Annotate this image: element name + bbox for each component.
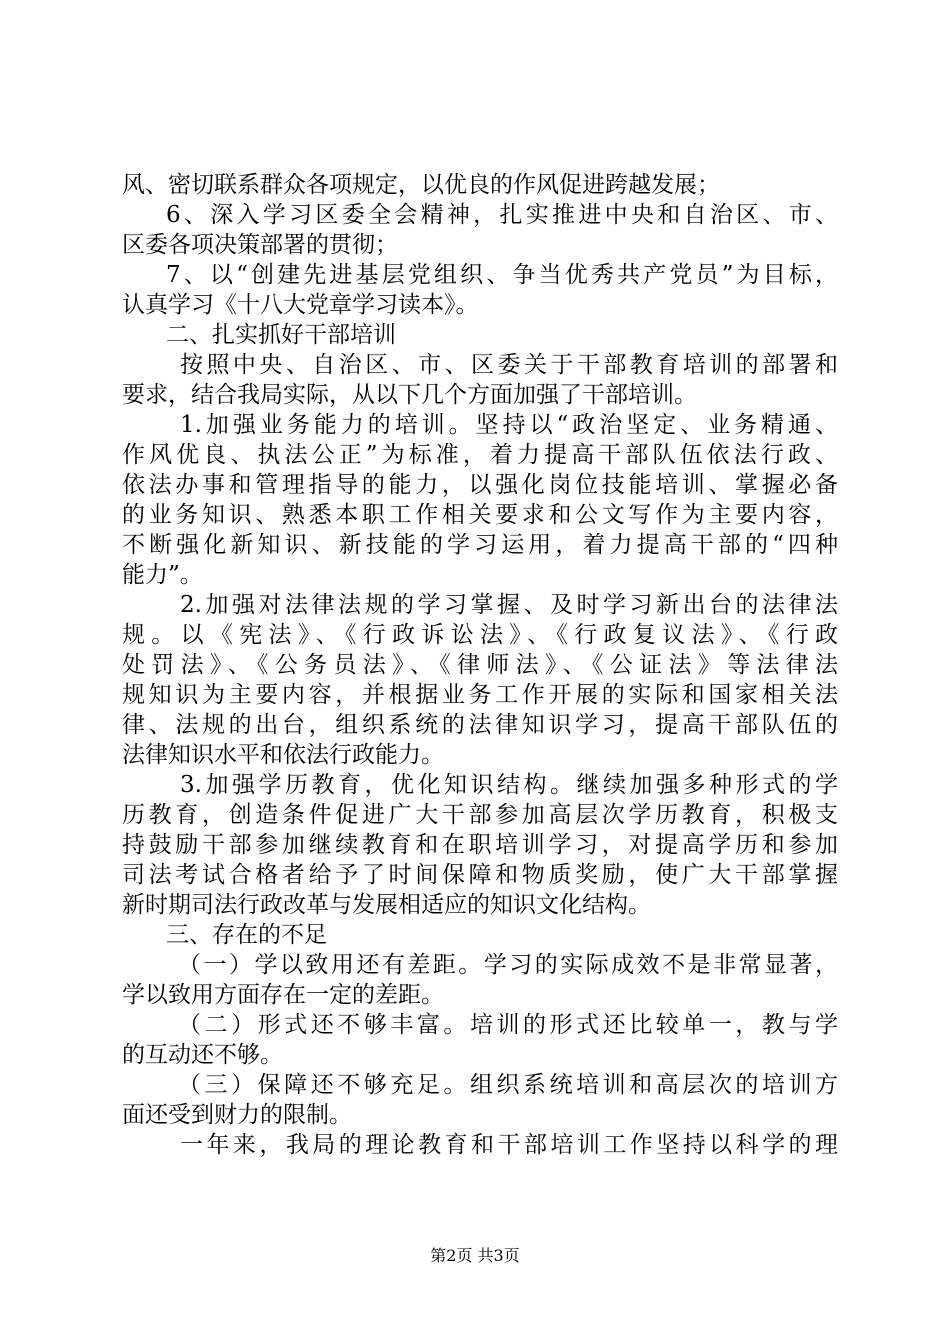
- text-line: 能力”。: [122, 562, 203, 588]
- text-line: 1.加强业务能力的培训。坚持以“政治坚定、业务精通、: [180, 412, 838, 438]
- text-line: 历教育，创造条件促进广大干部参加高层次学历教育，积极支: [122, 802, 838, 828]
- text-line: 司法考试合格者给予了时间保障和物质奖励，使广大干部掌握: [122, 862, 838, 888]
- text-line: 规知识为主要内容，并根据业务工作开展的实际和国家相关法: [122, 682, 838, 708]
- text-line: 的业务知识、熟悉本职工作相关要求和公文写作为主要内容，: [122, 502, 838, 528]
- text-line: 一年来，我局的理论教育和干部培训工作坚持以科学的理: [180, 1132, 838, 1158]
- text-line: 三、存在的不足: [166, 922, 327, 948]
- text-line: 法律知识水平和依法行政能力。: [122, 742, 444, 768]
- text-line: 学以致用方面存在一定的差距。: [122, 982, 444, 1008]
- page-footer: 第2页 共3页: [430, 1246, 520, 1265]
- text-line: 依法办事和管理指导的能力，以强化岗位技能培训、掌握必备: [122, 472, 838, 498]
- text-line: 的互动还不够。: [122, 1042, 283, 1068]
- text-line: 律、法规的出台，组织系统的法律知识学习，提高干部队伍的: [122, 712, 838, 738]
- text-line: 3.加强学历教育，优化知识结构。继续加强多种形式的学: [180, 772, 838, 798]
- text-line: 面还受到财力的限制。: [122, 1102, 352, 1128]
- text-line: 新时期司法行政改革与发展相适应的知识文化结构。: [122, 892, 651, 918]
- text-line: （三）保障还不够充足。组织系统培训和高层次的培训方: [178, 1072, 838, 1098]
- text-line: 风、密切联系群众各项规定，以优良的作风促进跨越发展；: [122, 172, 720, 198]
- text-line: 不断强化新知识、新技能的学习运用，着力提高干部的“四种: [122, 532, 838, 558]
- text-line: （一）学以致用还有差距。学习的实际成效不是非常显著，: [178, 952, 838, 978]
- document-body: [122, 170, 838, 1160]
- text-line: 持鼓励干部参加继续教育和在职培训学习，对提高学历和参加: [122, 832, 838, 858]
- text-line: 按照中央、自治区、市、区委关于干部教育培训的部署和: [180, 352, 838, 378]
- text-line: 区委各项决策部署的贯彻；: [122, 232, 398, 258]
- text-line: （二）形式还不够丰富。培训的形式还比较单一，教与学: [178, 1012, 838, 1038]
- text-line: 6、深入学习区委全会精神，扎实推进中央和自治区、市、: [166, 202, 838, 228]
- text-line: 规。以《宪法》、《行政诉讼法》、《行政复议法》、《行政: [122, 622, 838, 648]
- text-line: 处罚法》、《公务员法》、《律师法》、《公证法》等法律法: [122, 652, 838, 678]
- text-line: 认真学习《十八大党章学习读本》。: [122, 292, 479, 318]
- text-line: 要求，结合我局实际，从以下几个方面加强了干部培训。: [122, 382, 697, 408]
- text-line: 2.加强对法律法规的学习掌握、及时学习新出台的法律法: [180, 592, 838, 618]
- text-line: 作风优良、执法公正”为标准，着力提高干部队伍依法行政、: [122, 442, 838, 468]
- text-line: 二、扎实抓好干部培训: [166, 322, 396, 348]
- text-line: 7、以“创建先进基层党组织、争当优秀共产党员”为目标，: [166, 262, 838, 288]
